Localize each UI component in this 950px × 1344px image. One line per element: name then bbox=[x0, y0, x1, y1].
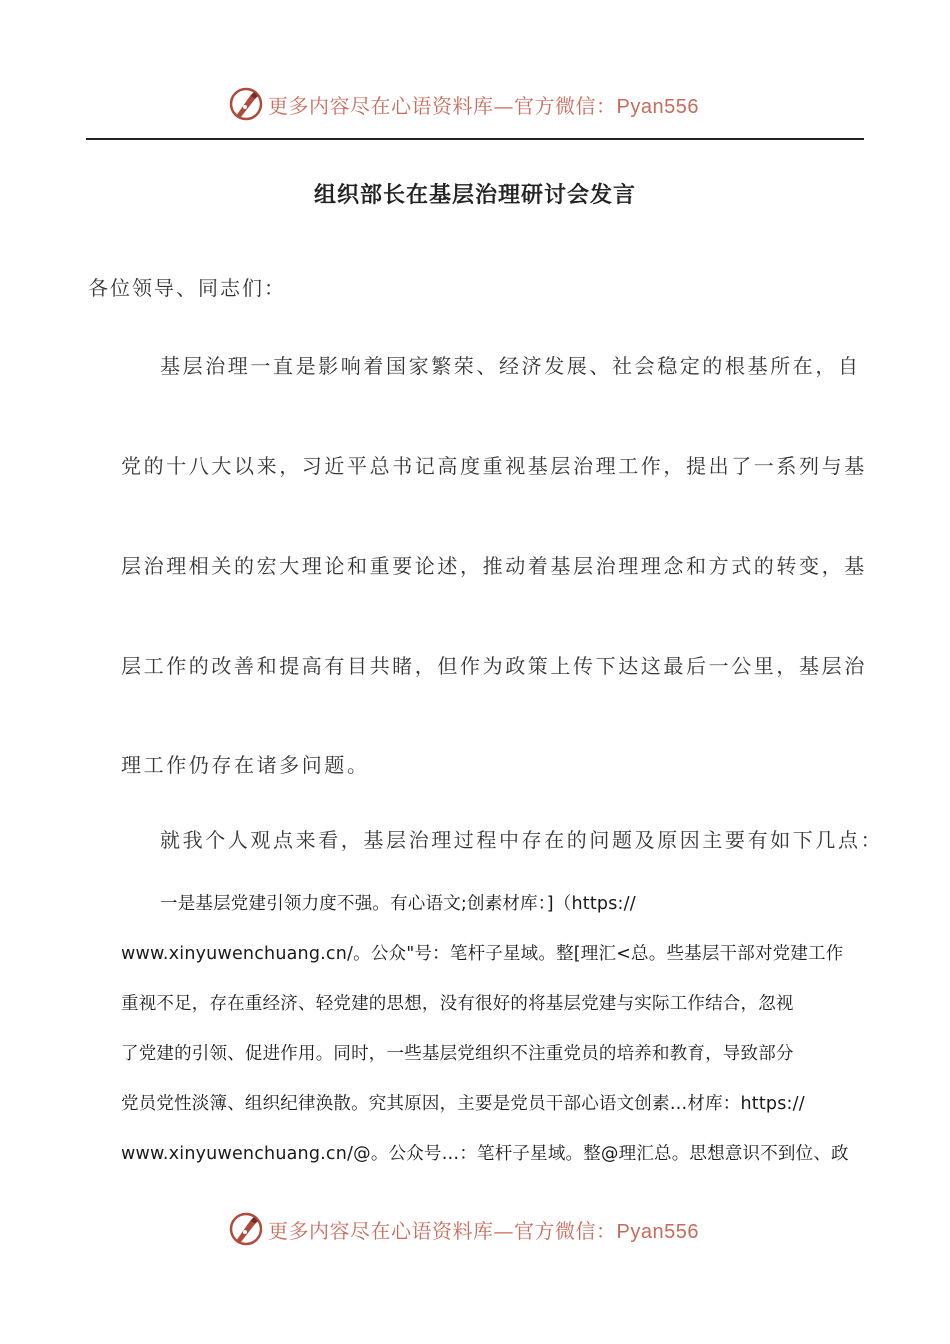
body-line: 重视不足，存在重经济、轻党建的思想，没有很好的将基层党建与实际工作结合，忽视 bbox=[121, 994, 794, 1014]
banner-slogan: 更多内容尽在心语资料库—官方微信： bbox=[268, 1218, 617, 1243]
body-line: 一是基层党建引领力度不强。有心语文;创素材库：]（https:// bbox=[160, 894, 636, 914]
body-line: 了党建的引领、促进作用。同时，一些基层党组织不注重党员的培养和教育，导致部分 bbox=[121, 1044, 794, 1064]
wechat-handle: Pyan556 bbox=[616, 95, 699, 118]
header-banner bbox=[0, 84, 950, 124]
banner-text bbox=[268, 90, 699, 119]
body-line: www.xinyuwenchuang.cn/。公众"号：笔杆子星域。整[理汇<总。些基层干部对党建工作 bbox=[121, 944, 844, 964]
body-line: www.xinyuwenchuang.cn/@。公众号…：笔杆子星域。整@理汇总。思想意识不到位、政 bbox=[121, 1144, 849, 1164]
body-line: 基层治理一直是影响着国家繁荣、经济发展、社会稳定的根基所在，自 bbox=[160, 354, 861, 378]
pen-nib-logo-icon bbox=[228, 86, 264, 122]
banner-slogan: 更多内容尽在心语资料库—官方微信： bbox=[268, 93, 617, 118]
body-line: 理工作仍存在诸多问题。 bbox=[121, 753, 370, 777]
document-title: 组织部长在基层治理研讨会发言 bbox=[313, 183, 636, 208]
footer-banner bbox=[0, 1209, 950, 1249]
wechat-handle: Pyan556 bbox=[616, 1220, 699, 1243]
banner-text bbox=[268, 1215, 699, 1244]
header-banner-content bbox=[228, 84, 699, 124]
footer-banner-content bbox=[228, 1209, 699, 1249]
body-line: 就我个人观点来看，基层治理过程中存在的问题及原因主要有如下几点： bbox=[160, 828, 884, 852]
salutation: 各位领导、同志们： bbox=[88, 276, 286, 300]
header-divider bbox=[86, 138, 864, 140]
pen-nib-logo-icon bbox=[228, 1211, 264, 1247]
body-line: 层治理相关的宏大理论和重要论述，推动着基层治理理念和方式的转变，基 bbox=[121, 554, 867, 578]
body-line: 党的十八大以来，习近平总书记高度重视基层治理工作，提出了一系列与基 bbox=[121, 454, 867, 478]
body-line: 党员党性淡簿、组织纪律涣散。究其原因，主要是党员干部心语文创素…材库：https:// bbox=[121, 1094, 805, 1114]
body-line: 层工作的改善和提高有目共睹，但作为政策上传下达这最后一公里，基层治 bbox=[121, 654, 867, 678]
